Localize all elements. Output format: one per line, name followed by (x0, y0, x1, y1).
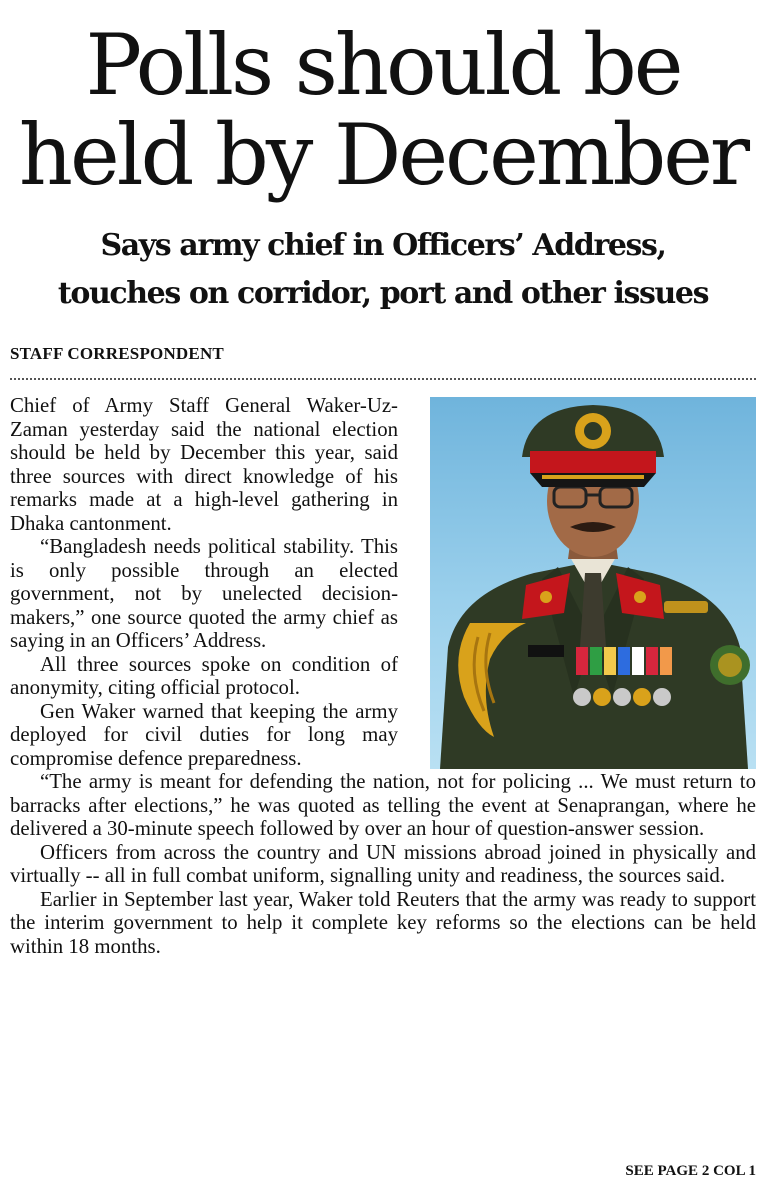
paragraph-7: Earlier in September last year, Waker told Reuters that the army was ready to support the interim government to help it complete key reforms so the elections can be held within 18 months. (10, 887, 756, 958)
byline: STAFF CORRESPONDENT (10, 344, 224, 363)
paragraph-3: All three sources spoke on condition of anonymity, citing official protocol. (10, 652, 398, 699)
headline-line-2: held by December (18, 106, 748, 204)
dotted-divider (10, 378, 756, 380)
paragraph-4: Gen Waker warned that keeping the army deployed for civil duties for long may compromise defence preparedness. (10, 699, 398, 770)
continuation-note[interactable]: SEE PAGE 2 COL 1 (625, 1163, 756, 1179)
subheadline (0, 222, 766, 318)
photo-spacer (398, 394, 756, 769)
headline (0, 16, 766, 204)
subheadline-line-1: Says army chief in Officers’ Address, (100, 228, 666, 263)
headline-line-1: Polls should be (85, 16, 681, 114)
paragraph-1: Chief of Army Staff General Waker-Uz-Zaman yesterday said the national election should be held by December this year, said three sources with direct knowledge of his remarks made at a high-level gathering in Dhaka cantonment. (10, 394, 398, 535)
paragraph-6: Officers from across the country and UN missions abroad joined in physically and virtually -- all in full combat uniform, signalling unity and readiness, the sources said. (10, 840, 756, 887)
paragraph-5: “The army is meant for defending the nation, not for policing ... We must return to barracks after elections,” he was quoted as telling the event at Senaprangan, where he delivered a 30-minute speech followed by over an hour of question-answer session. (10, 770, 756, 840)
paragraph-2: “Bangladesh needs political stability. This is only possible through an elected government, not by unelected decision-makers,” one source quoted the army chief as saying in an Officers’ Address. (10, 535, 398, 652)
article-body (10, 394, 756, 958)
subheadline-line-2: touches on corridor, port and other issues (57, 276, 709, 311)
